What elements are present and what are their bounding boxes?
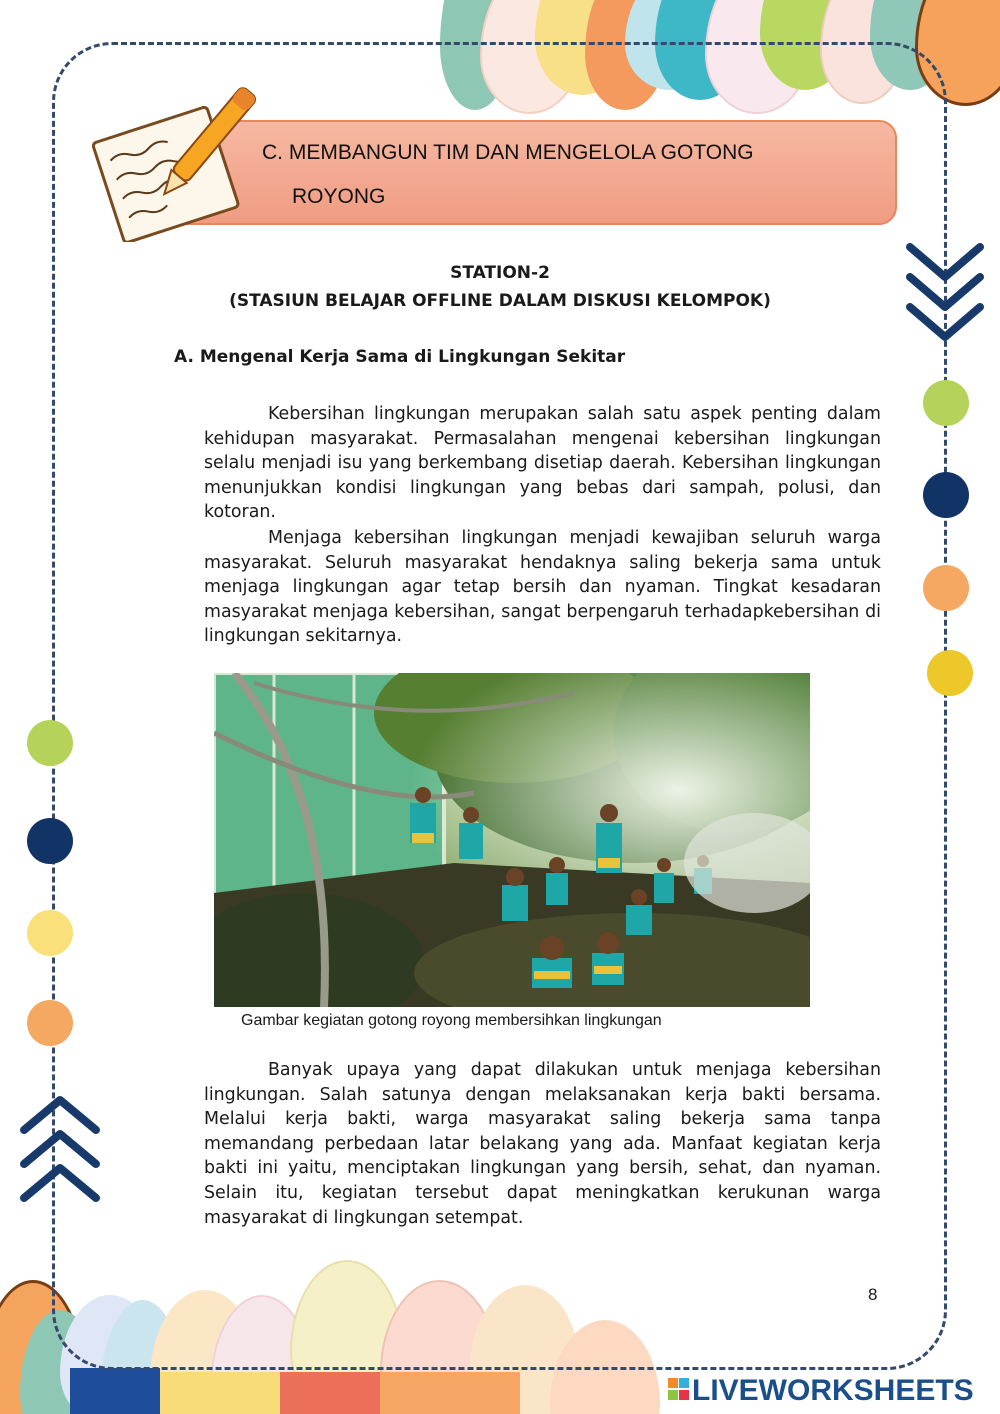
chapter-title-line1: C. MEMBANGUN TIM DAN MENGELOLA GOTONG bbox=[262, 141, 754, 164]
notepad-pen-icon bbox=[88, 82, 258, 242]
chapter-title-line2: ROYONG bbox=[292, 185, 386, 208]
decor-dot bbox=[27, 910, 73, 956]
decor-dot bbox=[923, 565, 969, 611]
paragraph-3 bbox=[204, 1058, 881, 1230]
chevron-up-icon bbox=[18, 1092, 102, 1210]
paragraph-2-text: Menjaga kebersihan lingkungan menjadi kewajiban seluruh warga masyarakat. Seluruh masyarakat hendaknya saling bekerja sama untuk menjaga lingkungan agar tetap bersih dan nyaman. Tingkat kesadaran masyarakat menjaga kebersihan, sangat berpengaruh terhadapkebersihan di lingkungan sekitarnya. bbox=[204, 528, 881, 647]
station-subtitle: (STASIUN BELAJAR OFFLINE DALAM DISKUSI KELOMPOK) bbox=[229, 291, 771, 311]
decor-dot bbox=[927, 650, 973, 696]
decor-dot bbox=[27, 818, 73, 864]
section-heading: A. Mengenal Kerja Sama di Lingkungan Sekitar bbox=[174, 347, 626, 367]
decor-dot bbox=[27, 1000, 73, 1046]
liveworksheets-brand[interactable]: LIVEWORKSHEETS bbox=[692, 1374, 974, 1407]
station-title: STATION-2 bbox=[450, 263, 550, 283]
decor-dot bbox=[923, 472, 969, 518]
paragraph-2 bbox=[204, 526, 881, 649]
paragraph-3-text: Banyak upaya yang dapat dilakukan untuk menjaga kebersihan lingkungan. Salah satunya dengan melaksanakan kerja bakti bersama. Melalui kerja bakti, warga masyarakat saling bekerja sama tanpa memandang perbedaan latar belakang yang ada. Manfaat kegiatan kerja bakti ini yaitu, menciptakan lingkungan yang bersih, sehat, dan nyaman. Selain itu, kegiatan tersebut dapat meningkatkan kerukunan warga masyarakat di lingkungan setempat. bbox=[204, 1060, 881, 1228]
title-banner bbox=[160, 120, 897, 225]
gotong-royong-photo bbox=[214, 673, 810, 1007]
liveworksheets-logo-icon bbox=[668, 1378, 690, 1404]
paragraph-1-text: Kebersihan lingkungan merupakan salah satu aspek penting dalam kehidupan masyarakat. Permasalahan mengenai kebersihan lingkungan selalu menjadi isu yang berkembang disetiap daerah. Kebersihan lingkungan menunjukkan kondisi lingkungan yang bebas dari sampah, polusi, dan kotoran. bbox=[204, 404, 881, 523]
paragraph-1 bbox=[204, 402, 881, 525]
decor-dot bbox=[923, 380, 969, 426]
decor-dot bbox=[27, 720, 73, 766]
photo-caption: Gambar kegiatan gotong royong membersihkan lingkungan bbox=[241, 1012, 662, 1029]
page-number: 8 bbox=[868, 1285, 878, 1304]
